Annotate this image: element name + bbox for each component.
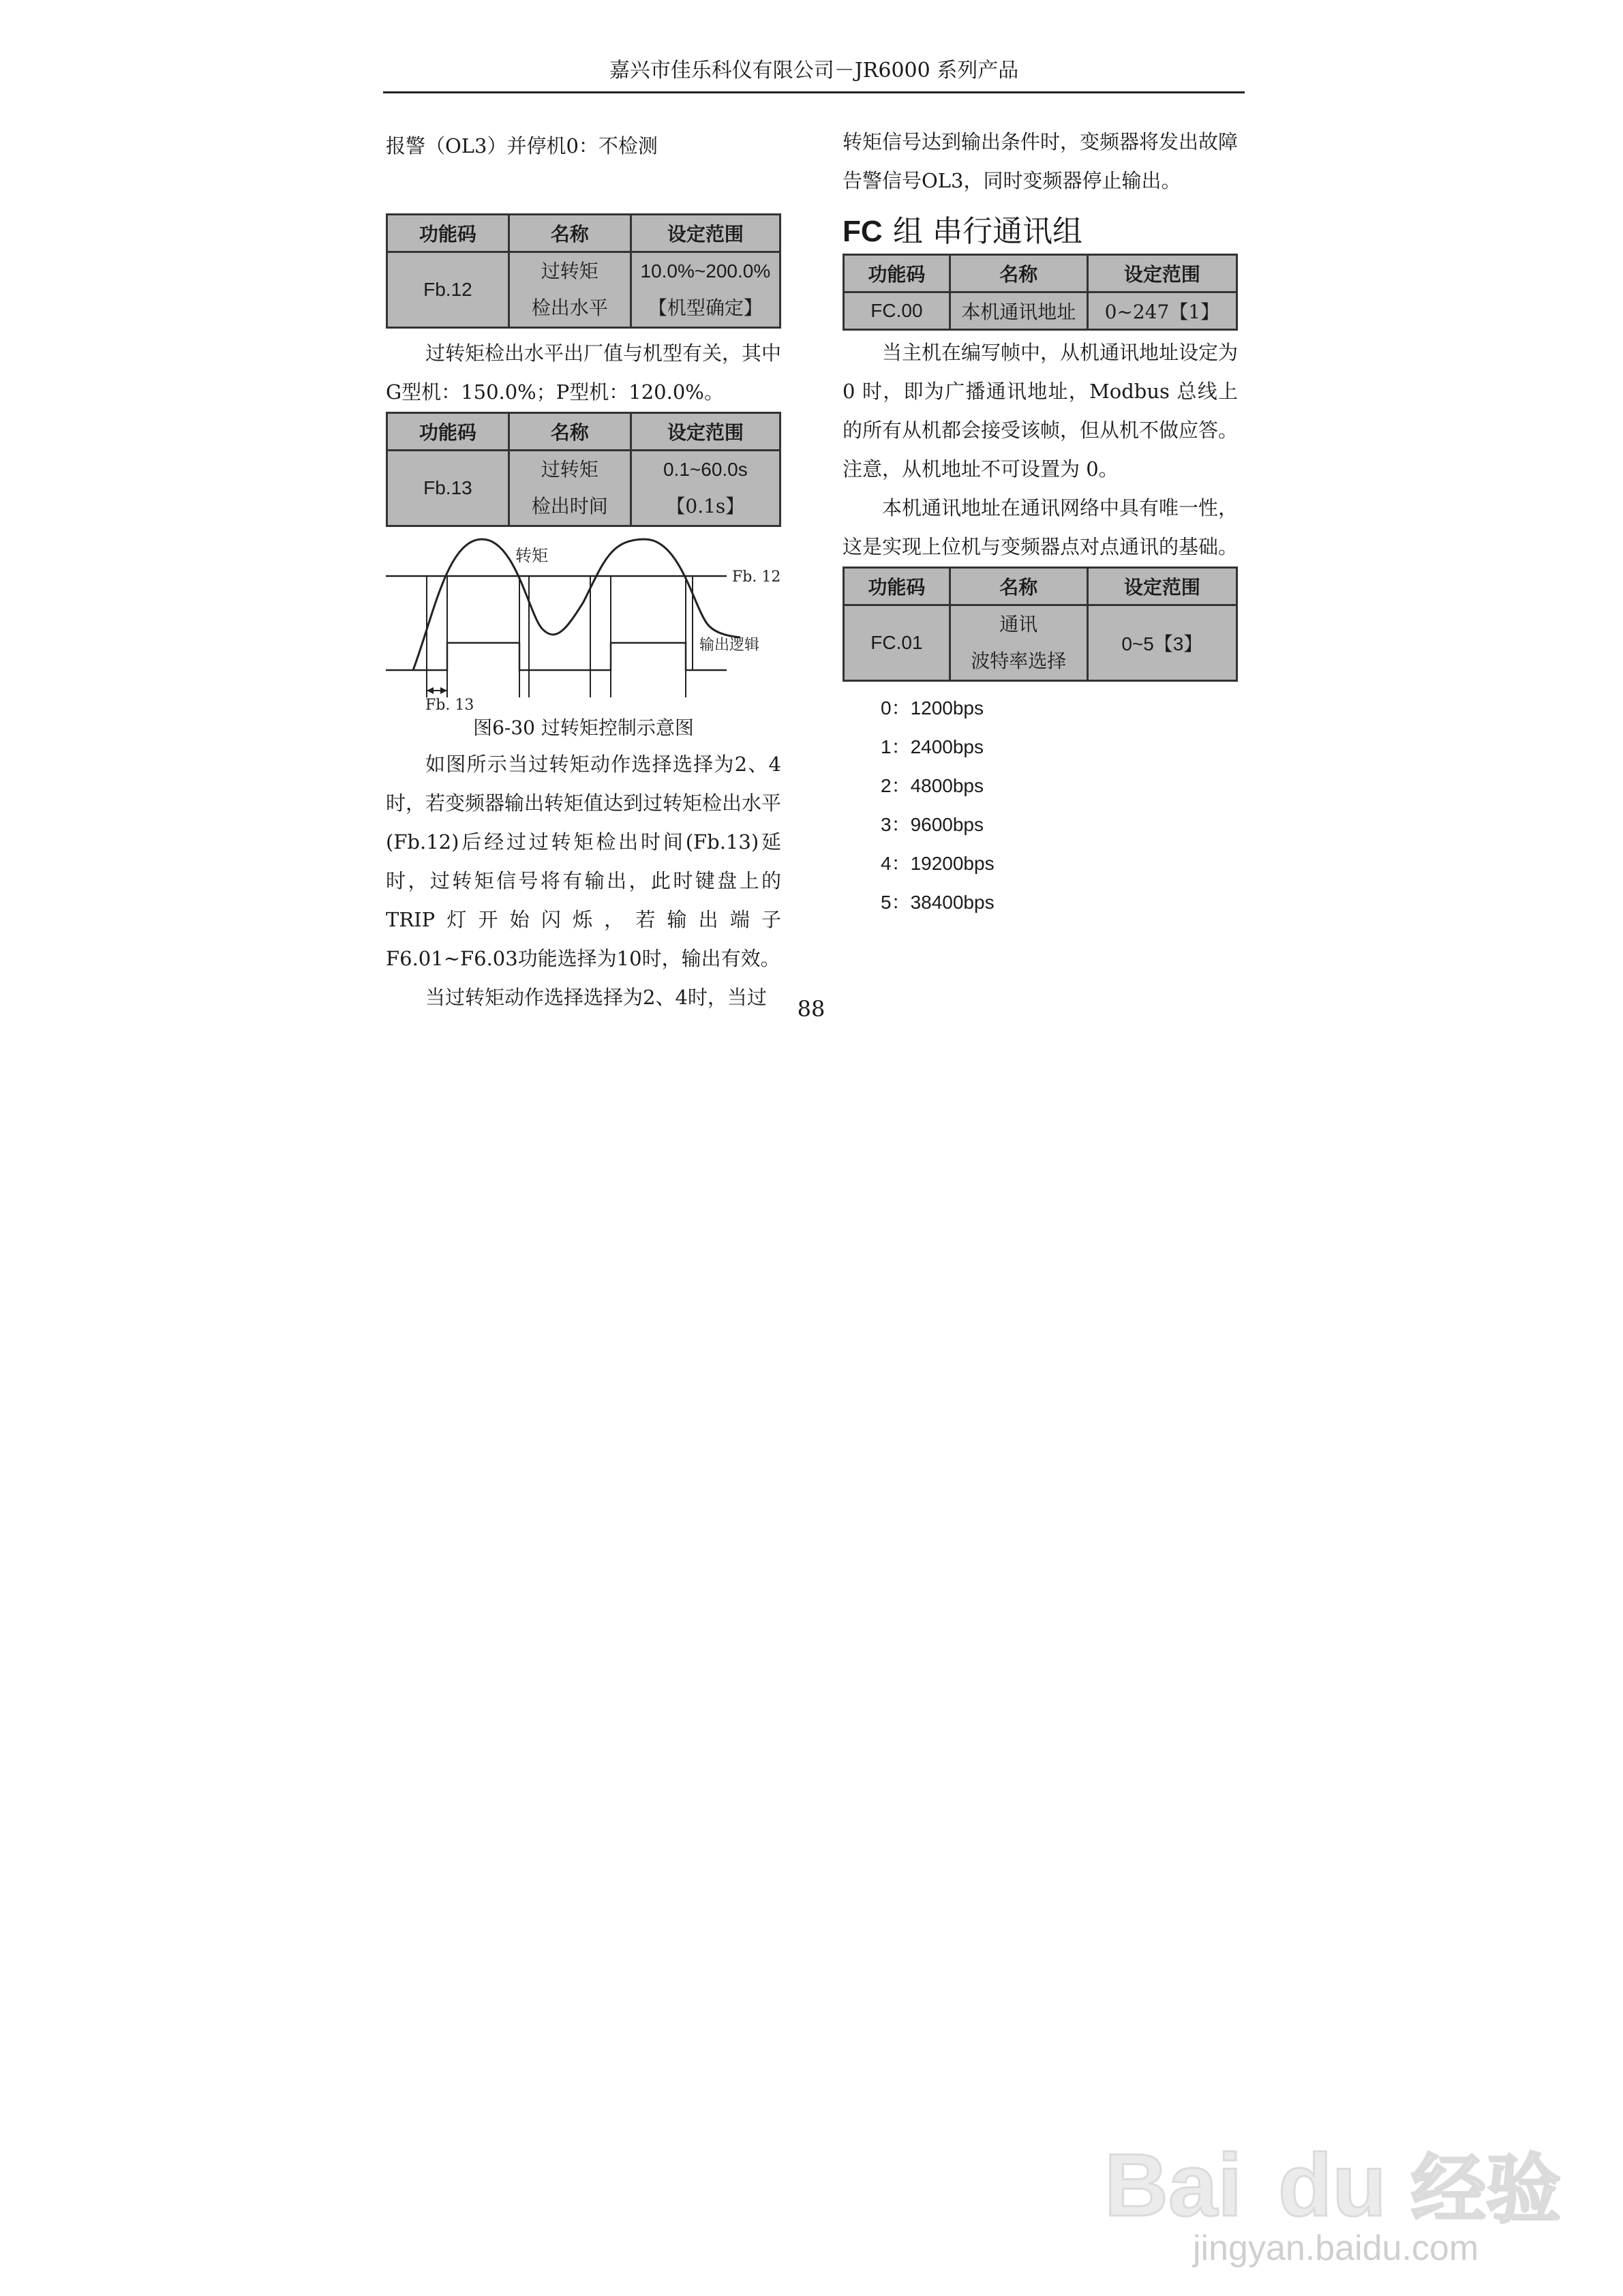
table-header-code: 功能码	[844, 255, 950, 292]
svg-text:Bai: Bai	[1104, 2135, 1243, 2235]
table-header-name: 名称	[950, 255, 1087, 292]
torque-label: 转矩	[515, 546, 548, 565]
page-number: 88	[797, 996, 825, 1022]
table-header-name: 名称	[950, 568, 1087, 605]
param-name: 过转矩 检出时间	[509, 451, 631, 526]
intro-text: 报警（OL3）并停机0：不检测	[386, 134, 658, 157]
param-table-fb12	[386, 213, 781, 329]
table-header-range: 设定范围	[1087, 568, 1237, 605]
overtorque-explanation: 如图所示当过转矩动作选择选择为2、4时，若变频器输出转矩值达到过转矩检出水平(Fb.12)后经过过转矩检出时间(Fb.13)延时，过转矩信号将有输出，此时键盘上的TRIP灯开始闪烁，若输出端子F6.01~F6.03功能选择为10时，输出有效。	[386, 753, 782, 970]
param-name: 通讯 波特率选择	[950, 605, 1087, 681]
right-column	[843, 123, 1238, 922]
figure-caption: 图6-30 过转矩控制示意图	[473, 716, 694, 739]
param-table-fc01	[843, 567, 1238, 682]
overtorque-continued: 当过转矩动作选择选择为2、4时，当过	[425, 986, 767, 1009]
table-header-name: 名称	[509, 413, 631, 451]
baud-option: 3：9600bps	[881, 814, 984, 835]
param-name: 本机通讯地址	[950, 292, 1087, 330]
page-header: 嘉兴市佳乐科仪有限公司－JR6000 系列产品	[609, 59, 1019, 82]
param-range: 10.0%~200.0% 【机型确定】	[631, 252, 780, 328]
table-header-range: 设定范围	[631, 413, 780, 451]
param-code: Fb.12	[387, 252, 509, 328]
param-table-fc00	[843, 254, 1238, 331]
fb12-label: Fb. 12	[732, 569, 781, 586]
table-header-code: 功能码	[387, 413, 509, 451]
param-range: 0~247【1】	[1087, 292, 1237, 330]
baud-option: 2：4800bps	[881, 775, 984, 796]
table-header-code: 功能码	[387, 215, 509, 252]
output-logic-label: 输出逻辑	[699, 637, 760, 654]
header-rule	[383, 91, 1245, 93]
table-header-range: 设定范围	[631, 215, 780, 252]
fc00-description: 当主机在编写帧中，从机通讯地址设定为 0 时，即为广播通讯地址，Modbus 总线上的所有从机都会接受该帧，但从机不做应答。注意，从机地址不可设置为 0。	[843, 341, 1239, 481]
baud-option: 4：19200bps	[881, 853, 995, 874]
baud-option: 1：2400bps	[881, 736, 984, 757]
baud-option: 5：38400bps	[881, 892, 995, 913]
continued-text: 转矩信号达到输出条件时，变频器将发出故障告警信号OL3，同时变频器停止输出。	[843, 130, 1239, 192]
param-code: Fb.13	[387, 451, 509, 526]
param-code: FC.01	[844, 605, 950, 681]
svg-text:jingyan.baidu.com: jingyan.baidu.com	[1193, 2229, 1479, 2268]
fb12-description: 过转矩检出水平出厂值与机型有关，其中G型机：150.0%；P型机：120.0%。	[386, 342, 782, 404]
table-header-range: 设定范围	[1087, 255, 1237, 292]
left-column	[386, 123, 781, 1017]
param-name: 过转矩 检出水平	[509, 252, 631, 328]
baidu-watermark-logo	[1091, 2113, 1568, 2270]
torque-curve	[413, 539, 740, 670]
baud-option: 0：1200bps	[881, 697, 984, 719]
param-range: 0~5【3】	[1087, 605, 1237, 681]
param-range: 0.1~60.0s 【0.1s】	[631, 451, 780, 526]
section-title: FC 组 串行通讯组	[843, 214, 1082, 249]
svg-text:经验: 经验	[1411, 2146, 1561, 2233]
fc00-note: 本机通讯地址在通讯网络中具有唯一性，这是实现上位机与变频器点对点通讯的基础。	[843, 496, 1239, 558]
table-header-code: 功能码	[844, 568, 950, 605]
table-header-name: 名称	[509, 215, 631, 252]
output-logic-wave	[386, 643, 727, 670]
param-table-fb13	[386, 412, 781, 527]
overtorque-diagram	[386, 534, 781, 711]
fb13-label: Fb. 13	[425, 697, 474, 711]
param-code: FC.00	[844, 292, 950, 330]
svg-text:du: du	[1278, 2135, 1386, 2235]
